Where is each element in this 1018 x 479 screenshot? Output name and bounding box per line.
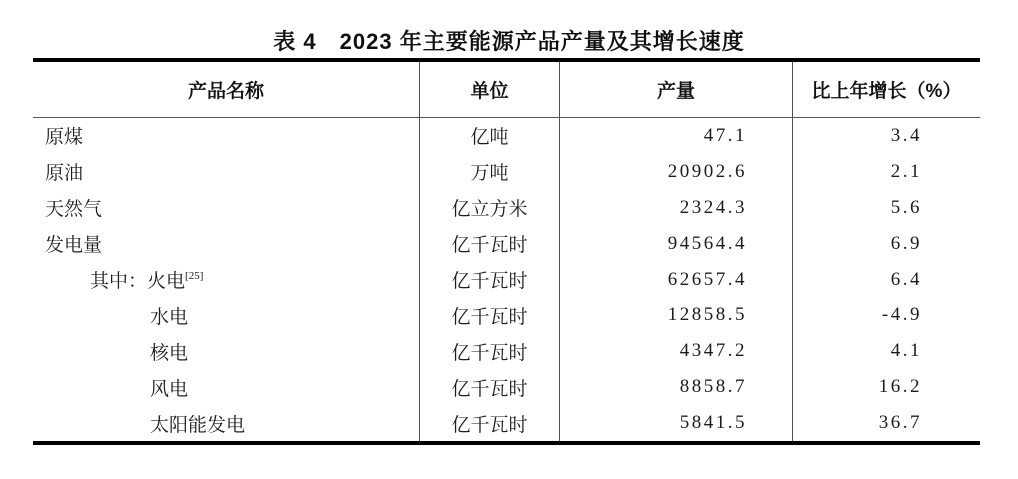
product-name: 原煤: [45, 127, 84, 149]
unit-cell: 亿千瓦时: [420, 333, 560, 369]
growth-value-cell: 6.9: [890, 232, 922, 254]
output-value-cell: 94564.4: [560, 226, 793, 262]
unit-cell: 亿千瓦时: [420, 262, 560, 298]
product-name-cell: [33, 190, 420, 226]
product-name: 火电: [147, 271, 186, 292]
table-title: 表 4 2023 年主要能源产品产量及其增长速度: [273, 29, 745, 54]
product-name: 原油: [45, 163, 84, 185]
table-row: [33, 226, 980, 262]
growth-value-cell: 6.4: [890, 268, 922, 290]
table-row: [33, 369, 980, 405]
product-name-cell: [33, 118, 420, 154]
product-name-cell: [33, 262, 420, 298]
output-value-cell: 2324.3: [560, 190, 793, 226]
col-header-product-name: 产品名称: [33, 62, 420, 117]
growth-value-cell: 36.7: [878, 412, 922, 434]
table-header-row: [33, 62, 980, 118]
unit-cell: 亿千瓦时: [420, 369, 560, 405]
col-header-growth: 比上年增长（%）: [811, 81, 962, 102]
product-name: 天然气: [45, 199, 103, 221]
product-name: 水电: [150, 306, 189, 328]
table-row: [33, 118, 980, 154]
growth-value-cell: 3.4: [890, 124, 922, 146]
growth-value-cell: -4.9: [881, 304, 922, 326]
growth-value-cell: 16.2: [878, 376, 922, 398]
footnote-ref: [25]: [185, 269, 204, 282]
output-value-cell: 8858.7: [560, 369, 793, 405]
output-value-cell: 62657.4: [560, 262, 793, 298]
product-name-cell: [33, 333, 420, 369]
growth-value-cell: 2.1: [890, 160, 922, 182]
table-row: [33, 190, 980, 226]
table-row: [33, 297, 980, 333]
product-name: 核电: [150, 342, 189, 364]
table-row: [33, 333, 980, 369]
product-name-cell: [33, 405, 420, 441]
unit-cell: 万吨: [420, 154, 560, 190]
growth-value-cell: 4.1: [890, 340, 922, 362]
output-value-cell: 4347.2: [560, 333, 793, 369]
product-prefix: 其中：: [90, 271, 148, 292]
output-value-cell: 47.1: [560, 118, 793, 154]
col-header-output: 产量: [560, 62, 793, 117]
product-name: 太阳能发电: [150, 414, 246, 436]
table-row: [33, 154, 980, 190]
output-value-cell: 12858.5: [560, 297, 793, 333]
output-value-cell: 20902.6: [560, 154, 793, 190]
energy-output-table: [33, 58, 980, 445]
unit-cell: 亿千瓦时: [420, 226, 560, 262]
table-row: [33, 405, 980, 441]
product-name-cell: [33, 297, 420, 333]
table-body: [33, 118, 980, 441]
output-value-cell: 5841.5: [560, 405, 793, 441]
product-name-cell: [33, 226, 420, 262]
unit-cell: 亿吨: [420, 118, 560, 154]
product-name: 发电量: [45, 235, 103, 257]
growth-value-cell: 5.6: [890, 196, 922, 218]
product-name-cell: [33, 154, 420, 190]
table-row: [33, 262, 980, 298]
product-name-cell: [33, 369, 420, 405]
unit-cell: 亿立方米: [420, 190, 560, 226]
unit-cell: 亿千瓦时: [420, 405, 560, 441]
product-name: 风电: [150, 378, 189, 400]
unit-cell: 亿千瓦时: [420, 297, 560, 333]
col-header-unit: 单位: [420, 62, 560, 117]
